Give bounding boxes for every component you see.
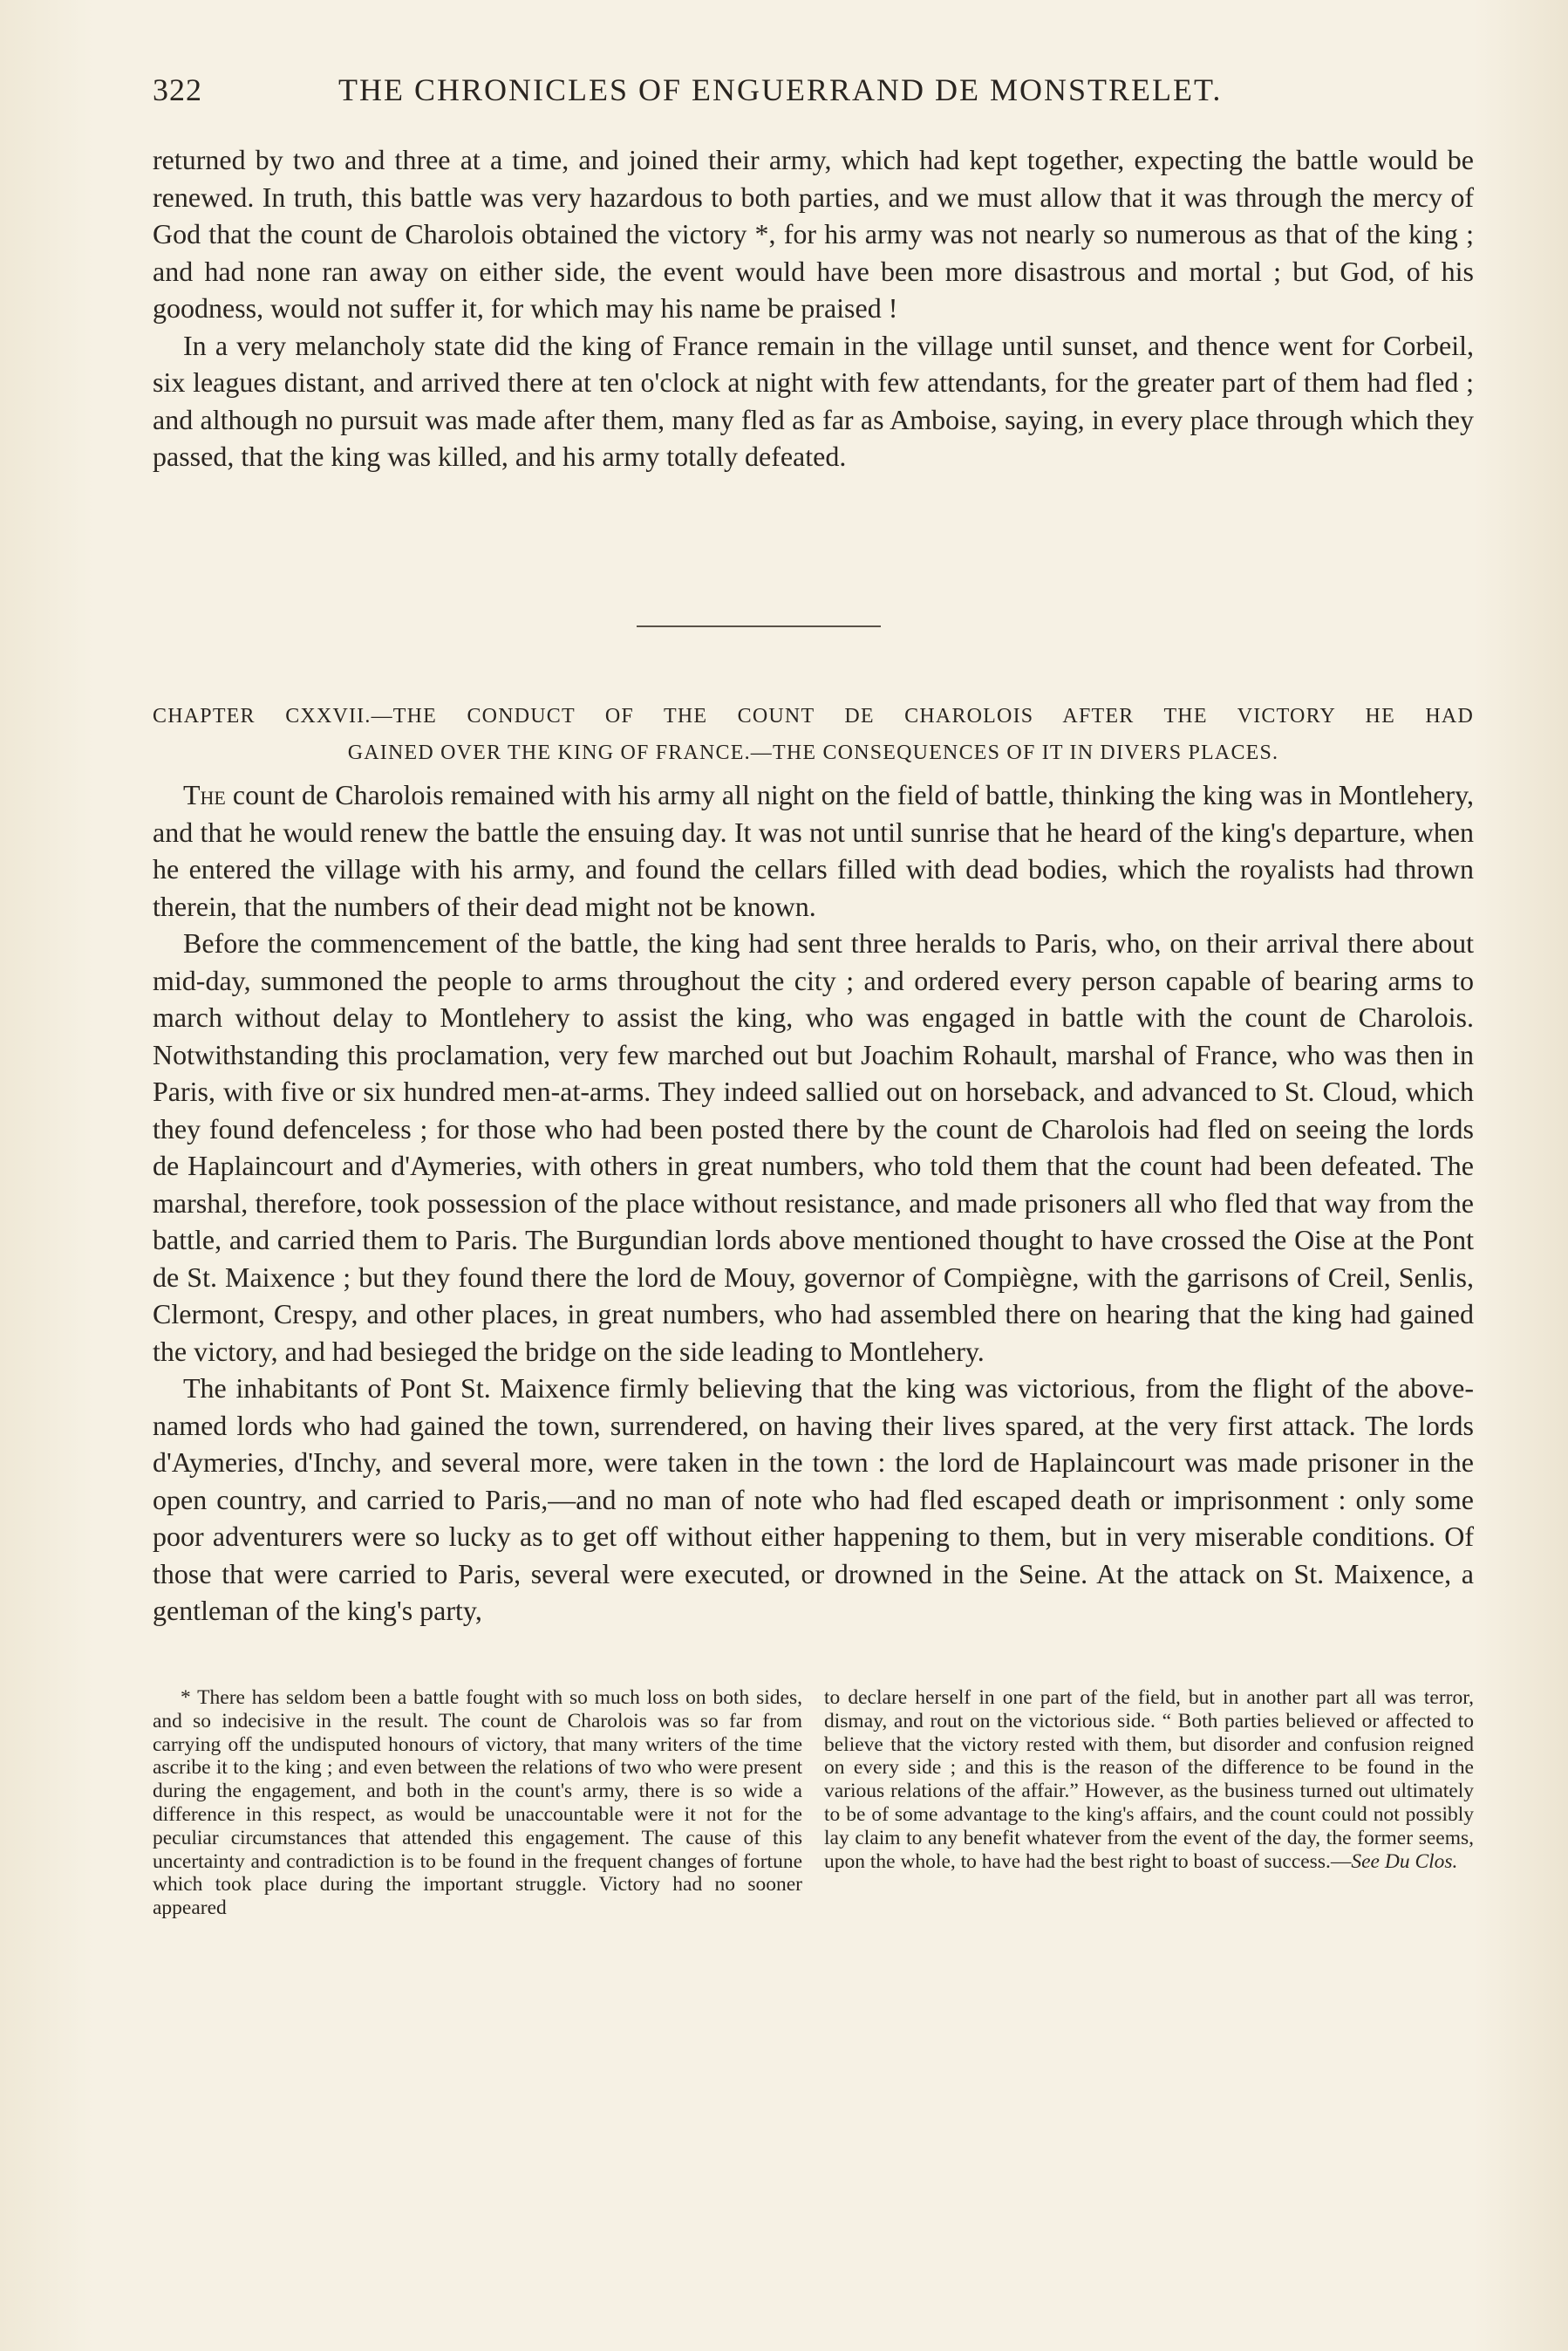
paragraph: Before the commencement of the battle, the king had sent three heralds to Paris, who, on their arrival there about mid-day, summoned the people to arms throughout the city ; and ordered every person capable of bearing arms to march without delay to Montlehery to assist the king, who was engaged in battle with the count de Charolois. Notwithstanding this proclamation, very few marched out but Joachim Rohault, marshal of France, who was then in Paris, with five or six hundred men-at-arms. They indeed sallied out on horseback, and advanced to St. Cloud, which they found defenceless ; for those who had been posted there by the count de Charolois had fled on seeing the lords de Haplaincourt and d'Aymeries, with others in great numbers, who told them that the count had been defeated. The marshal, therefore, took possession of the place without resistance, and made prisoners all who fled that way from the battle, and carried them to Paris. The Burgundian lords above mentioned thought to have crossed the Oise at the Pont de St. Maixence ; but they found there the lord de Mouy, governor of Compiègne, with the garrisons of Creil, Senlis, Clermont, Crespy, and other places, in great numbers, who had assembled there on hearing that the king had gained the victory, and had besieged the bridge on the side leading to Montlehery. xyxy=(153,927,1474,1367)
chapter-heading xyxy=(153,698,1474,771)
page-header xyxy=(153,72,1461,115)
footnote-continuation: to declare herself in one part of the field, but in another part all was terror, dismay, and rout on the victorious side. “ Both parties believed or affected to believe that the victory rested with them, but disorder and confusion reigned on every side ; and this is the reason of the difference to be found in the various relations of the affair.” However, as the business turned out ultimately to be of some advantage to the king's affairs, and the count could not possibly lay claim to any benefit whatever from the event of the day, the former seems, upon the whole, to have had the best right to boast of success.— xyxy=(824,1686,1474,1873)
chapter-text-block xyxy=(153,776,1474,1630)
paragraph: The inhabitants of Pont St. Maixence firmly believing that the king was victorious, from the flight of the above-named lords who had gained the town, surrendered, on having their lives spared, at the very first attack. The lords d'Aymeries, d'Inchy, and several more, were taken in the town : the lord de Haplaincourt was made prisoner in the open country, and carried to Paris,—and no man of note who had fled escaped death or imprisonment : only some poor adventurers were so lucky as to get off without either happening to them, but in very miserable conditions. Of those that were carried to Paris, several were executed, or drowned in the Seine. At the attack on St. Maixence, a gentleman of the king's party, xyxy=(153,1372,1474,1626)
footnote-column-right xyxy=(824,1686,1474,1873)
page-number: 322 xyxy=(153,72,202,107)
chapter-heading-line-1: CHAPTER CXXVII.—THE CONDUCT OF THE COUNT DE CHAROLOIS AFTER THE VICTORY HE HAD xyxy=(153,705,1474,728)
paragraph-text: count de Charolois remained with his army all night on the field of battle, thinking the king was in Montlehery, and that he would renew the battle the ensuing day. It was not until sunrise that he heard of the king's departure, when he entered the village with his army, and found the cellars filled with dead bodies, which the royalists had thrown therein, that the numbers of their dead might not be known. xyxy=(153,779,1474,922)
opening-text-block xyxy=(153,141,1474,475)
footnote-text xyxy=(824,1686,1474,1873)
chapter-heading-line-2: GAINED OVER THE KING OF FRANCE.—THE CONSEQUENCES OF IT IN DIVERS PLACES. xyxy=(347,742,1279,764)
section-divider xyxy=(637,625,881,627)
footnote-column-left xyxy=(153,1686,802,1920)
footnote-text: * There has seldom been a battle fought with so much loss on both sides, and so indecisive in the result. The count de Charolois was so far from carrying off the undisputed honours of victory, that many writers of the time ascribe it to the king ; and even between the relations of two who were present during the engagement, and both in the count's army, there is so wide a difference in this respect, as would be unaccountable were it not for the peculiar circumstances that attended this engagement. The cause of this uncertainty and contradiction is to be found in the frequent changes of fortune which took place during the important struggle. Victory had no sooner appeared xyxy=(153,1686,802,1920)
running-title: THE CHRONICLES OF ENGUERRAND DE MONSTRELET. xyxy=(338,72,1223,107)
paragraph-lead-word: The xyxy=(183,779,226,810)
paragraph xyxy=(153,776,1474,925)
paragraph: In a very melancholy state did the king of France remain in the village until sunset, and thence went for Corbeil, six leagues distant, and arrived there at ten o'clock at night with few attendants, for the greater part of them had fled ; and although no pursuit was made after them, many fled as far as Amboise, saying, in every place through which they passed, that the king was killed, and his army totally defeated. xyxy=(153,329,1474,472)
footnote-attribution: See Du Clos. xyxy=(1351,1849,1458,1873)
paragraph: returned by two and three at a time, and joined their army, which had kept together, expecting the battle would be renewed. In truth, this battle was very hazardous to both parties, and we must allow that it was through the mercy of God that the count de Charolois obtained the victory *, for his army was not nearly so numerous as that of the king ; and had none ran away on either side, the event would have been more disastrous and mortal ; but God, of his goodness, would not suffer it, for which may his name be praised ! xyxy=(153,144,1474,324)
